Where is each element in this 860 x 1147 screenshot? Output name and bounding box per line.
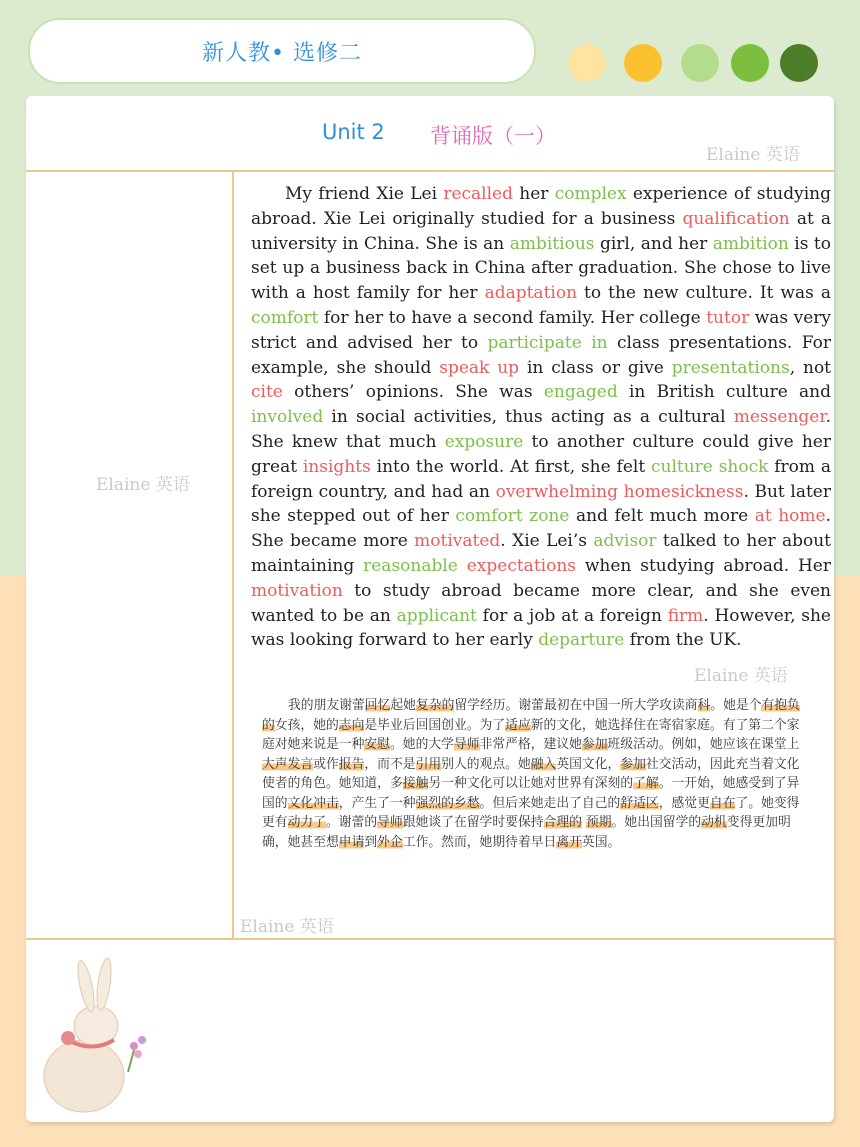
highlighted-term: 申请: [338, 834, 365, 850]
vocab-term: comfort zone: [455, 506, 570, 527]
color-dot-1: [568, 44, 606, 82]
vocab-term: culture shock: [650, 456, 769, 477]
translation-text: 。一开始，她感受到了异国的: [262, 776, 800, 811]
passage-text: in British culture and: [617, 382, 831, 403]
highlighted-term: 参加: [581, 737, 608, 752]
translation-text: 变得更加明确，她甚至想: [262, 815, 791, 850]
color-dot-5: [780, 44, 818, 82]
vocab-term: exposure: [444, 431, 524, 452]
rabbit-illustration: [34, 946, 164, 1121]
vocab-term: comfort: [251, 307, 319, 328]
passage-text: talked to her about maintaining: [251, 531, 831, 576]
vocab-term: presentations: [671, 357, 790, 378]
translation-text: 新的文化，她选择住在寄宿家庭。有了第二个家庭对她来说是一种: [262, 717, 800, 752]
highlighted-term: 回忆: [364, 698, 391, 713]
left-margin-column: [26, 172, 234, 938]
vocab-term: motivation: [251, 580, 343, 601]
highlighted-term: 报告: [338, 756, 365, 772]
highlighted-term: 参加: [620, 756, 646, 772]
translation-text: 跟她谈了在留学时要保持: [402, 815, 544, 830]
passage-text: . Xie Lei’s: [500, 531, 594, 552]
translation-text: 社交活动，因此充当着文化使者的角色。她知道，多: [262, 756, 800, 791]
translation-text: 留学经历。谢蕾最初在中国一所大学攻读商: [454, 698, 698, 713]
chinese-translation: [262, 696, 810, 852]
translation-text: 我的朋友谢蕾: [288, 698, 365, 713]
color-dot-2: [624, 44, 662, 82]
vocab-term: ambitious: [509, 233, 595, 254]
watermark: Elaine 英语: [240, 917, 334, 937]
highlighted-term: 外企: [377, 834, 403, 850]
english-passage: [251, 182, 831, 653]
passage-text: from a foreign country, and had an: [251, 456, 831, 502]
highlighted-term: 复杂的: [415, 698, 455, 713]
highlighted-term: 导师: [453, 737, 480, 752]
passage-text: and felt much more: [569, 506, 755, 527]
vocab-term: adaptation: [484, 283, 578, 304]
vocab-term: recalled: [443, 184, 513, 204]
unit-label: Unit 2: [322, 120, 385, 144]
vocab-term: involved: [251, 407, 324, 428]
vocab-term: insights: [302, 456, 371, 477]
passage-text: . But later she stepped out of her: [251, 481, 831, 527]
passage-text: to study abroad became more clear, and she even wanted to be an: [251, 580, 831, 626]
translation-text: 英国文化，: [556, 756, 621, 772]
vocab-term: applicant: [396, 605, 477, 626]
color-dot-4: [731, 44, 769, 82]
vocab-term: messenger: [733, 407, 826, 428]
highlighted-term: 文化冲击: [287, 795, 339, 811]
title-row: [26, 96, 834, 172]
vocab-term: at home: [754, 506, 826, 527]
highlighted-term: 大声发言: [262, 756, 314, 772]
passage-text: to the new culture. It was a: [577, 283, 831, 304]
passage-text: for a job at a foreign: [476, 605, 668, 626]
translation-text: 女孩，她的: [274, 717, 339, 733]
vocab-term: cite: [251, 382, 283, 403]
translation-text: 班级活动。例如，她应该在课堂上: [607, 737, 800, 752]
highlighted-term: 志向: [338, 717, 365, 733]
vocab-term: tutor: [706, 307, 750, 328]
passage-text: experience of studying abroad. Xie Lei originally studied for a business: [251, 184, 831, 229]
passage-text: . She became more: [251, 506, 831, 552]
highlighted-term: 安慰: [364, 737, 390, 752]
vocab-term: speak up: [439, 357, 520, 378]
vocab-term: reasonable: [363, 555, 458, 576]
highlighted-term: 有抱负的: [262, 698, 800, 733]
highlighted-term: 动机: [701, 815, 727, 830]
translation-text: 。但后来她走出了自己的: [479, 795, 621, 811]
translation-text: 别人的观点。她: [441, 756, 531, 772]
color-dot-3: [681, 44, 719, 82]
translation-text: 起她: [390, 698, 416, 713]
translation-text: 。她是个: [710, 698, 762, 713]
translation-text: 或作: [313, 756, 339, 772]
vocab-term: engaged: [543, 382, 618, 403]
passage-text: [458, 556, 467, 576]
passage-text: into the world. At first, she felt: [370, 456, 651, 477]
vocab-term: advisor: [593, 531, 657, 552]
translation-text: 英国。: [581, 834, 621, 850]
vocab-term: motivated: [414, 531, 501, 552]
translation-text: ，产生了一种: [338, 795, 416, 811]
passage-text: girl, and her: [594, 233, 713, 254]
highlighted-term: 融入: [530, 756, 557, 772]
watermark: Elaine 英语: [96, 475, 190, 495]
series-title-pill: [28, 18, 536, 84]
passage-text: . However, she was looking forward to her early: [251, 605, 831, 651]
translation-text: 是毕业后回国创业。为了: [364, 717, 506, 733]
passage-text: from the UK.: [624, 630, 742, 651]
passage-text: at a university in China. She is an: [251, 208, 831, 254]
translation-text: ，而不是: [364, 756, 416, 772]
passage-text: her: [513, 184, 555, 204]
passage-text: My friend Xie Lei: [285, 184, 444, 204]
translation-text: 另一种文化可以让她对世界有深刻的: [428, 776, 634, 791]
highlighted-term: 适应: [505, 717, 531, 733]
passage-text: others’ opinions. She was: [282, 382, 544, 403]
translation-text: 。谢蕾的: [325, 815, 378, 830]
vocab-term: overwhelming homesickness: [495, 481, 744, 502]
vocab-term: participate in: [487, 332, 608, 353]
passage-text: , not: [789, 357, 832, 378]
passage-text: was very strict and advised her to: [251, 307, 831, 353]
version-label: 背诵版（一）: [430, 124, 556, 148]
passage-text: class presentations. For example, she should: [251, 332, 831, 378]
translation-text: ，感觉更: [658, 795, 710, 811]
highlighted-term: 科: [697, 698, 711, 713]
translation-text: 。她的大学: [389, 737, 454, 752]
vocab-term: expectations: [466, 555, 576, 576]
highlighted-term: 导师: [377, 815, 403, 830]
passage-text: for her to have a second family. Her college: [318, 307, 707, 328]
passage-text: is to set up a business back in China after graduation. She chose to live with a host family for her: [251, 233, 831, 304]
worksheet-card: [26, 96, 834, 1122]
translation-text: 非常严格，建议她: [479, 737, 582, 752]
highlighted-term: 自在: [709, 795, 736, 811]
highlighted-term: 舒适区: [620, 795, 659, 811]
vocab-term: qualification: [682, 208, 790, 229]
section-divider: [26, 938, 834, 940]
highlighted-term: 离开: [556, 834, 582, 850]
series-title: 新人教• 选修二: [202, 40, 362, 66]
passage-text: in social activities, thus acting as a cultural: [323, 407, 734, 428]
translation-text: 工作。然而，她期待着早日: [402, 834, 557, 850]
highlighted-term: 动力了: [287, 815, 326, 830]
highlighted-term: 合理的: [543, 815, 582, 830]
watermark: Elaine 英语: [694, 666, 788, 686]
highlighted-term: 引用: [415, 756, 442, 772]
vocab-term: ambition: [712, 233, 789, 254]
passage-text: when studying abroad. Her: [576, 555, 831, 576]
translation-text: 到: [364, 834, 378, 850]
highlighted-term: 强烈的乡愁: [415, 795, 480, 811]
translation-text: 了。她变得更有: [262, 795, 800, 830]
vocab-term: departure: [538, 630, 625, 651]
vocab-term: firm: [667, 605, 704, 626]
passage-text: . She knew that much: [251, 407, 831, 452]
highlighted-term: 预期: [586, 815, 612, 830]
highlighted-term: 接触: [402, 776, 429, 791]
passage-text: to another culture could give her great: [251, 431, 831, 477]
passage-text: in class or give: [519, 357, 672, 378]
watermark: Elaine 英语: [706, 145, 800, 165]
vocab-term: complex: [554, 184, 627, 204]
translation-text: 。她出国留学的: [611, 815, 702, 830]
highlighted-term: 了解: [633, 776, 659, 791]
